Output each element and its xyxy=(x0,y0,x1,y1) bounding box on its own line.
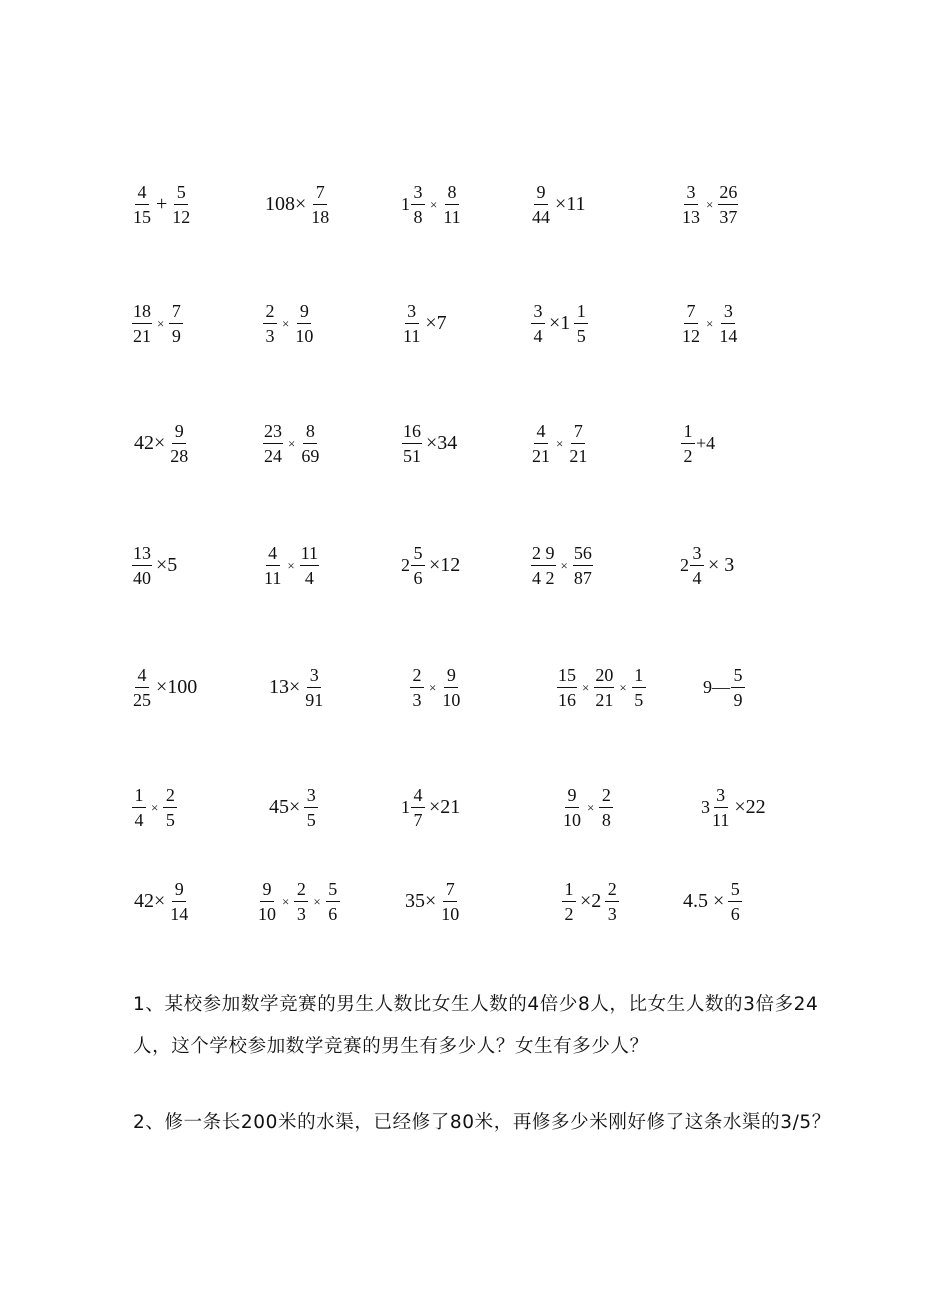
denominator: 6 xyxy=(730,903,740,924)
denominator: 5 xyxy=(634,689,644,710)
fraction xyxy=(573,544,593,587)
expression-text: ×5 xyxy=(156,554,178,576)
fraction xyxy=(300,544,319,587)
denominator: 4 xyxy=(304,567,314,588)
numerator: 1 xyxy=(681,422,695,444)
numerator: 4 xyxy=(266,544,280,566)
exercise-r4-c4 xyxy=(530,539,594,591)
numerator: 23 xyxy=(263,422,283,444)
exercise-r1-c2 xyxy=(262,178,331,230)
numerator: 9 xyxy=(534,183,548,205)
fraction xyxy=(411,544,425,587)
numerator: 15 xyxy=(557,666,577,688)
fraction xyxy=(681,183,701,226)
exercise-r5-c5 xyxy=(703,661,746,713)
numerator: 8 xyxy=(303,422,317,444)
fraction xyxy=(411,786,425,829)
expression-text: ×12 xyxy=(429,554,461,576)
numerator: 5 xyxy=(174,183,188,205)
expression-text: ×2 xyxy=(580,890,602,912)
numerator: 3 xyxy=(714,786,728,808)
denominator: 24 xyxy=(264,445,282,466)
fraction xyxy=(562,786,582,829)
numerator: 2 xyxy=(605,880,619,902)
numerator: 5 xyxy=(326,880,340,902)
fraction xyxy=(163,786,177,829)
denominator: 8 xyxy=(413,206,423,227)
numerator: 1 xyxy=(632,666,646,688)
denominator: 21 xyxy=(133,325,151,346)
denominator: 44 xyxy=(532,206,550,227)
fraction xyxy=(402,302,421,345)
exercise-r4-c5 xyxy=(680,539,737,591)
fraction xyxy=(294,880,308,923)
exercise-r3-c4 xyxy=(530,417,589,469)
fraction xyxy=(711,786,730,829)
expression-text: × xyxy=(560,557,568,573)
exercise-r6-c5 xyxy=(701,781,769,833)
expression-text: ×1 xyxy=(549,312,571,334)
exercise-r3-c1 xyxy=(131,417,190,469)
expression-text: 42× xyxy=(134,432,166,454)
fraction xyxy=(718,302,738,345)
denominator: 15 xyxy=(133,206,151,227)
expression-text: 4.5 × xyxy=(683,890,725,912)
expression-text: 45× xyxy=(269,796,301,818)
expression-text: × xyxy=(582,679,590,695)
expression-text: × xyxy=(313,893,321,909)
denominator: 3 xyxy=(607,903,617,924)
fraction xyxy=(718,183,738,226)
fraction xyxy=(690,544,704,587)
exercise-r3-c2 xyxy=(262,417,321,469)
denominator: 87 xyxy=(573,567,592,588)
fraction xyxy=(402,422,422,465)
exercise-r5-c3 xyxy=(409,661,462,713)
exercise-r5-c2 xyxy=(266,661,325,713)
fraction xyxy=(632,666,646,709)
numerator: 2 xyxy=(294,880,308,902)
denominator: 14 xyxy=(170,903,189,924)
fraction xyxy=(681,422,695,465)
fraction xyxy=(557,666,577,709)
denominator: 40 xyxy=(133,567,151,588)
expression-text: 13× xyxy=(269,676,301,698)
numerator: 3 xyxy=(411,183,425,205)
numerator: 3 xyxy=(304,786,318,808)
numerator: 9 xyxy=(444,666,458,688)
denominator: 21 xyxy=(569,445,588,466)
fraction xyxy=(300,422,320,465)
expression-text: 1 xyxy=(401,194,410,214)
numerator: 3 xyxy=(684,183,698,205)
fraction xyxy=(531,544,556,587)
word-problem-1: 1、某校参加数学竞赛的男生人数比女生人数的4倍少8人，比女生人数的3倍多24人，这个学校参加数学竞赛的男生有多少人？女生有多少人？ xyxy=(133,994,819,1057)
fraction xyxy=(310,183,330,226)
denominator: 69 xyxy=(301,445,320,466)
denominator: 10 xyxy=(442,689,461,710)
exercise-r7-c4 xyxy=(561,875,620,927)
numerator: 9 xyxy=(565,786,579,808)
denominator: 3 xyxy=(296,903,306,924)
fraction xyxy=(441,666,461,709)
expression-text: ×34 xyxy=(426,432,458,454)
exercise-r6-c3 xyxy=(401,781,463,833)
expression-text: ×21 xyxy=(429,796,461,818)
numerator: 2 9 xyxy=(531,544,556,566)
expression-text: ×7 xyxy=(425,312,447,334)
numerator: 9 xyxy=(172,880,186,902)
numerator: 3 xyxy=(307,666,321,688)
denominator: 6 xyxy=(328,903,338,924)
numerator: 7 xyxy=(313,183,327,205)
fraction xyxy=(442,183,461,226)
denominator: 28 xyxy=(170,445,189,466)
exercise-r3-c5 xyxy=(680,417,715,469)
denominator: 11 xyxy=(264,567,282,588)
expression-text: × xyxy=(556,435,564,451)
expression-text: 3 xyxy=(701,797,710,817)
fraction xyxy=(294,302,314,345)
denominator: 18 xyxy=(311,206,330,227)
expression-text: ×11 xyxy=(555,193,586,215)
numerator: 18 xyxy=(132,302,152,324)
denominator: 4 2 xyxy=(532,567,555,588)
denominator: 13 xyxy=(682,206,700,227)
denominator: 8 xyxy=(601,809,611,830)
numerator: 1 xyxy=(562,880,576,902)
exercise-r1-c1 xyxy=(131,178,192,230)
numerator: 7 xyxy=(443,880,457,902)
expression-text: × xyxy=(706,315,714,331)
expression-text: 1 xyxy=(401,797,410,817)
fraction xyxy=(304,666,324,709)
numerator: 16 xyxy=(402,422,422,444)
numerator: 2 xyxy=(263,302,277,324)
fraction xyxy=(594,666,614,709)
exercise-r4-c2 xyxy=(262,539,320,591)
exercise-r2-c4 xyxy=(530,297,589,349)
numerator: 56 xyxy=(573,544,593,566)
numerator: 4 xyxy=(411,786,425,808)
denominator: 51 xyxy=(403,445,421,466)
exercise-r1-c5 xyxy=(680,178,739,230)
exercise-r6-c1 xyxy=(131,781,178,833)
denominator: 2 xyxy=(564,903,574,924)
denominator: 16 xyxy=(558,689,576,710)
fraction xyxy=(728,880,742,923)
expression-text: × xyxy=(287,557,295,573)
denominator: 21 xyxy=(532,445,550,466)
denominator: 10 xyxy=(258,903,276,924)
denominator: 12 xyxy=(172,206,191,227)
denominator: 5 xyxy=(576,325,586,346)
denominator: 37 xyxy=(719,206,738,227)
numerator: 26 xyxy=(718,183,738,205)
fraction xyxy=(171,183,191,226)
fraction xyxy=(326,880,340,923)
fraction xyxy=(531,183,551,226)
fraction xyxy=(731,666,745,709)
numerator: 7 xyxy=(169,302,183,324)
fraction xyxy=(169,880,189,923)
expression-text: 9— xyxy=(703,677,730,697)
denominator: 21 xyxy=(595,689,614,710)
fraction xyxy=(132,544,152,587)
expression-text: × xyxy=(157,315,165,331)
denominator: 4 xyxy=(134,809,144,830)
fraction xyxy=(531,422,551,465)
numerator: 13 xyxy=(132,544,152,566)
fraction xyxy=(411,183,425,226)
numerator: 4 xyxy=(135,183,149,205)
fraction xyxy=(440,880,460,923)
exercise-r7-c5 xyxy=(680,875,743,927)
denominator: 7 xyxy=(413,809,423,830)
exercise-r2-c2 xyxy=(262,297,315,349)
exercise-r3-c3 xyxy=(401,417,460,469)
fraction xyxy=(132,786,146,829)
expression-text: 2 xyxy=(680,555,689,575)
denominator: 6 xyxy=(413,567,423,588)
expression-text: ×22 xyxy=(734,796,766,818)
exercise-r5-c4 xyxy=(556,661,647,713)
exercise-r1-c4 xyxy=(530,178,589,230)
numerator: 7 xyxy=(571,422,585,444)
fraction xyxy=(263,544,282,587)
expression-text: × xyxy=(619,679,627,695)
numerator: 9 xyxy=(260,880,274,902)
exercise-r7-c3 xyxy=(402,875,461,927)
expression-text: × xyxy=(282,893,290,909)
numerator: 7 xyxy=(684,302,698,324)
fraction xyxy=(568,422,588,465)
numerator: 8 xyxy=(445,183,459,205)
denominator: 4 xyxy=(533,325,543,346)
exercise-r6-c4 xyxy=(561,781,614,833)
fraction xyxy=(599,786,613,829)
expression-text: × xyxy=(706,196,714,212)
numerator: 5 xyxy=(728,880,742,902)
denominator: 4 xyxy=(692,567,702,588)
expression-text: × xyxy=(429,679,437,695)
expression-text: × xyxy=(151,799,159,815)
denominator: 25 xyxy=(133,689,151,710)
expression-text: × 3 xyxy=(708,554,735,576)
numerator: 3 xyxy=(721,302,735,324)
fraction xyxy=(562,880,576,923)
fraction xyxy=(132,183,152,226)
denominator: 11 xyxy=(403,325,421,346)
denominator: 9 xyxy=(733,689,743,710)
fraction xyxy=(132,666,152,709)
numerator: 5 xyxy=(411,544,425,566)
numerator: 9 xyxy=(172,422,186,444)
numerator: 11 xyxy=(300,544,319,566)
fraction xyxy=(681,302,701,345)
numerator: 3 xyxy=(690,544,704,566)
exercise-r1-c3 xyxy=(401,178,463,230)
expression-text: × xyxy=(282,315,290,331)
denominator: 10 xyxy=(563,809,581,830)
fraction xyxy=(410,666,424,709)
numerator: 9 xyxy=(297,302,311,324)
numerator: 2 xyxy=(163,786,177,808)
denominator: 2 xyxy=(683,445,693,466)
denominator: 3 xyxy=(412,689,422,710)
fraction xyxy=(531,302,545,345)
numerator: 3 xyxy=(531,302,545,324)
denominator: 10 xyxy=(295,325,314,346)
expression-text: × xyxy=(288,435,296,451)
fraction xyxy=(257,880,277,923)
numerator: 1 xyxy=(132,786,146,808)
exercise-r2-c3 xyxy=(401,297,450,349)
exercise-r5-c1 xyxy=(131,661,200,713)
word-problem-2: 2、修一条长200米的水渠，已经修了80米，再修多少米刚好修了这条水渠的3/5？ xyxy=(133,1112,831,1133)
exercise-r6-c2 xyxy=(266,781,319,833)
denominator: 14 xyxy=(719,325,738,346)
denominator: 91 xyxy=(305,689,324,710)
fraction xyxy=(263,422,283,465)
numerator: 4 xyxy=(135,666,149,688)
numerator: 2 xyxy=(410,666,424,688)
expression-text: 2 xyxy=(401,555,410,575)
denominator: 11 xyxy=(712,809,730,830)
numerator: 4 xyxy=(534,422,548,444)
expression-text: 42× xyxy=(134,890,166,912)
denominator: 12 xyxy=(682,325,700,346)
fraction xyxy=(169,302,183,345)
numerator: 5 xyxy=(731,666,745,688)
fraction xyxy=(304,786,318,829)
expression-text: +4 xyxy=(696,433,716,453)
exercise-r7-c2 xyxy=(256,875,341,927)
exercise-r4-c3 xyxy=(401,539,463,591)
fraction xyxy=(263,302,277,345)
fraction xyxy=(132,302,152,345)
fraction xyxy=(605,880,619,923)
denominator: 3 xyxy=(265,325,275,346)
expression-text: × xyxy=(587,799,595,815)
denominator: 9 xyxy=(171,325,181,346)
exercise-r7-c1 xyxy=(131,875,190,927)
numerator: 2 xyxy=(599,786,613,808)
denominator: 5 xyxy=(306,809,316,830)
numerator: 20 xyxy=(594,666,614,688)
fraction xyxy=(169,422,189,465)
expression-text: 108× xyxy=(265,193,307,215)
denominator: 10 xyxy=(441,903,460,924)
exercise-r4-c1 xyxy=(131,539,180,591)
denominator: 11 xyxy=(443,206,461,227)
denominator: 5 xyxy=(165,809,175,830)
exercise-r2-c1 xyxy=(131,297,184,349)
numerator: 3 xyxy=(405,302,419,324)
expression-text: 35× xyxy=(405,890,437,912)
fraction xyxy=(574,302,588,345)
numerator: 1 xyxy=(574,302,588,324)
expression-text: + xyxy=(156,193,168,215)
expression-text: ×100 xyxy=(156,676,198,698)
expression-text: × xyxy=(430,196,438,212)
exercise-r2-c5 xyxy=(680,297,739,349)
